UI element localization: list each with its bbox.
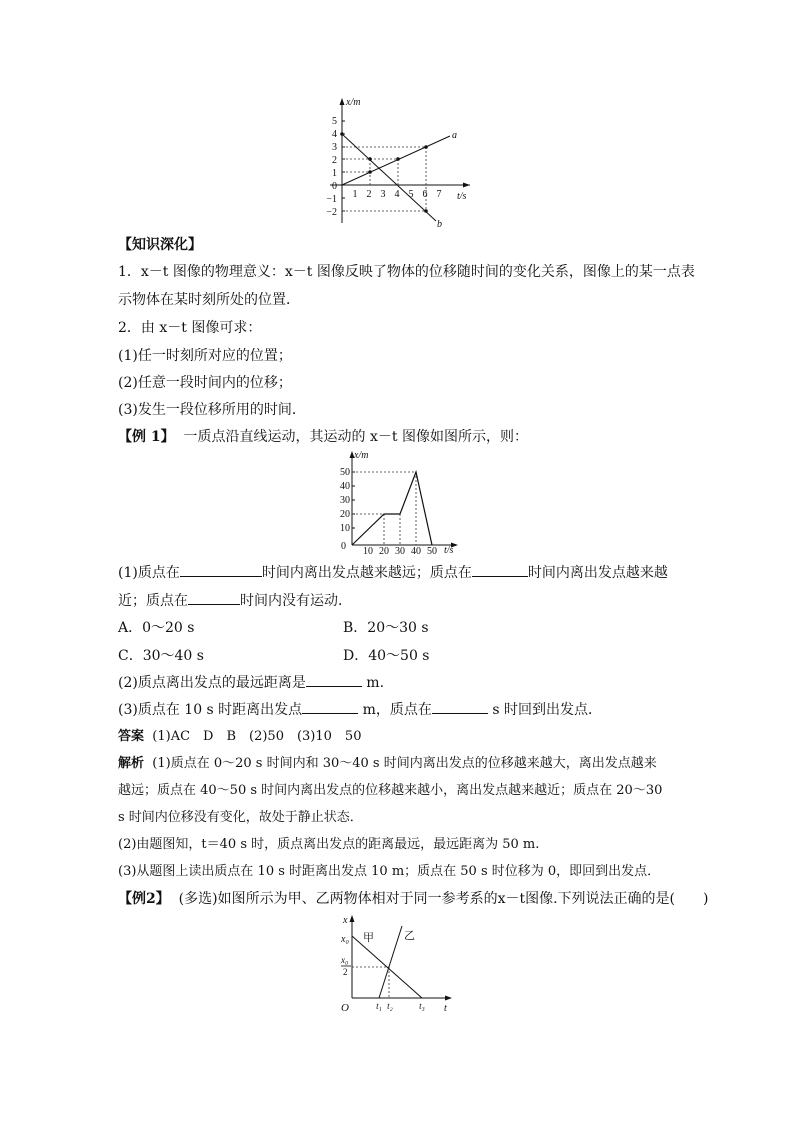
answer-blank[interactable] [306, 672, 362, 687]
section-heading: 【知识深化】 [118, 237, 202, 253]
answer-text: (1)AC D B (2)50 (3)10 50 [152, 729, 362, 744]
chart2-ylabel: x/m [354, 450, 369, 461]
example-1-stem-line [118, 427, 528, 447]
example-1-stem: 一质点沿直线运动，其运动的 x－t 图像如图所示，则： [183, 429, 528, 445]
x-tick: 1 [352, 189, 358, 200]
y-tick: 1 [332, 168, 337, 179]
option-d: D．40～50 s [343, 648, 430, 664]
line-b [342, 134, 436, 221]
tick-t3: t₃ [419, 1001, 425, 1011]
x-tick: 30 [395, 546, 405, 556]
x-tick: 50 [427, 546, 437, 556]
list-item: (2)任意一段时间内的位移； [118, 375, 292, 391]
y-tick: 0 [341, 541, 346, 552]
example-1-path [352, 472, 432, 545]
tick-t1: t₁ [376, 1001, 382, 1011]
y-tick: 20 [340, 509, 350, 520]
chart3-yaxis: x [343, 915, 348, 926]
x-tick: 7 [436, 189, 442, 200]
list-item: (1)任一时刻所对应的位置； [118, 348, 292, 364]
list-item: (3)发生一段位移所用的时间． [118, 402, 306, 418]
example-2-tag: 【例2】 [118, 891, 170, 907]
answer-blank[interactable] [472, 562, 528, 577]
x-tick: 20 [379, 546, 389, 556]
chart3-x0-half-den: 2 [343, 967, 348, 977]
example-2-stem-line [118, 889, 708, 909]
analysis-line-4: (2)由题图知，t＝40 s 时，质点离出发点的距离最远，最远距离为 50 m. [118, 837, 540, 852]
x-tick: 10 [363, 546, 373, 556]
paragraph-2: 2．由 x－t 图像可求： [118, 320, 262, 336]
line-a [342, 136, 450, 185]
chart3-xaxis: t [444, 1003, 447, 1012]
chart2-xlabel: t/s [444, 545, 454, 556]
y-tick: 2 [332, 155, 337, 166]
xt-graph-example-1 [330, 448, 460, 556]
y-tick: −2 [326, 207, 337, 218]
analysis-line-2: 越远；质点在 40～50 s 时间内离出发点的位移越来越小，离出发点越来越近；质点在 20～30 [118, 783, 663, 798]
analysis-line-1: 解析 (1)质点在 0～20 s 时间内和 30～40 s 时间内离出发点的位移越来越大，离出发点越来 [118, 756, 657, 771]
line-yi [379, 926, 402, 998]
y-tick: 3 [332, 142, 337, 153]
answer-blank[interactable] [180, 562, 262, 577]
y-tick: 40 [340, 481, 350, 492]
answer-blank[interactable] [302, 699, 358, 714]
answer-blank[interactable] [188, 590, 240, 605]
x-tick: 3 [380, 189, 386, 200]
y-tick: 4 [332, 129, 337, 140]
example-2-stem: (多选)如图所示为甲、乙两物体相对于同一参考系的x－t图像.下列说法正确的是( ) [178, 891, 709, 907]
paragraph-1-line-2: 示物体在某时刻所处的位置． [118, 292, 300, 308]
option-c: C．30～40 s [118, 648, 204, 664]
x-tick: 5 [408, 189, 414, 200]
label-a: a [452, 130, 457, 141]
example-1-tag: 【例 1】 [118, 429, 175, 445]
chart3-x0-half-num: x₀ [341, 955, 349, 965]
y-tick: 30 [340, 495, 350, 506]
y-tick: 50 [340, 467, 350, 478]
question-1-line-2: 近；质点在 时间内没有运动． [118, 590, 352, 611]
y-tick: 5 [332, 116, 337, 127]
label-yi: 乙 [404, 930, 415, 942]
y-tick: 0 [332, 181, 337, 192]
chart1-ylabel: x/m [346, 97, 361, 108]
y-tick: 10 [340, 523, 350, 534]
paragraph-1-line-1: 1．x－t 图像的物理意义：x－t 图像反映了物体的位移随时间的变化关系，图像上的某一点表 [118, 264, 695, 280]
question-3: (3)质点在 10 s 时距离出发点 m，质点在 s 时回到出发点． [118, 699, 602, 720]
answer-line [118, 727, 361, 747]
chart1-xlabel: t/s [457, 191, 467, 202]
chart3-x0: x₀ [341, 934, 349, 945]
y-tick: −1 [326, 194, 337, 205]
xt-graph-example-2 [330, 912, 460, 1012]
answer-tag: 答案 [118, 729, 145, 744]
tick-t2: t₂ [387, 1001, 393, 1011]
line-jia [352, 936, 422, 998]
label-b: b [437, 219, 442, 230]
x-tick: 40 [411, 546, 421, 556]
label-jia: 甲 [363, 932, 374, 944]
question-1-line-1: (1)质点在 时间内离出发点越来越远；质点在 时间内离出发点越来越 [118, 562, 668, 583]
analysis-line-5: (3)从题图上读出质点在 10 s 时距离出发点 10 m；质点在 50 s 时位移为 0，即回到出发点． [118, 864, 661, 879]
x-tick: 6 [422, 189, 428, 200]
x-tick: 4 [394, 189, 400, 200]
option-b: B．20～30 s [343, 620, 429, 636]
answer-blank[interactable] [432, 699, 488, 714]
chart3-origin: O [341, 1002, 349, 1012]
analysis-line-3: s 时间内位移没有变化，故处于静止状态． [118, 810, 363, 825]
x-tick: 2 [366, 189, 372, 200]
analysis-tag: 解析 [118, 756, 145, 771]
option-a: A．0～20 s [118, 620, 195, 636]
xt-graph-ab [320, 95, 470, 230]
question-2: (2)质点离出发点的最远距离是 m. [118, 672, 384, 693]
